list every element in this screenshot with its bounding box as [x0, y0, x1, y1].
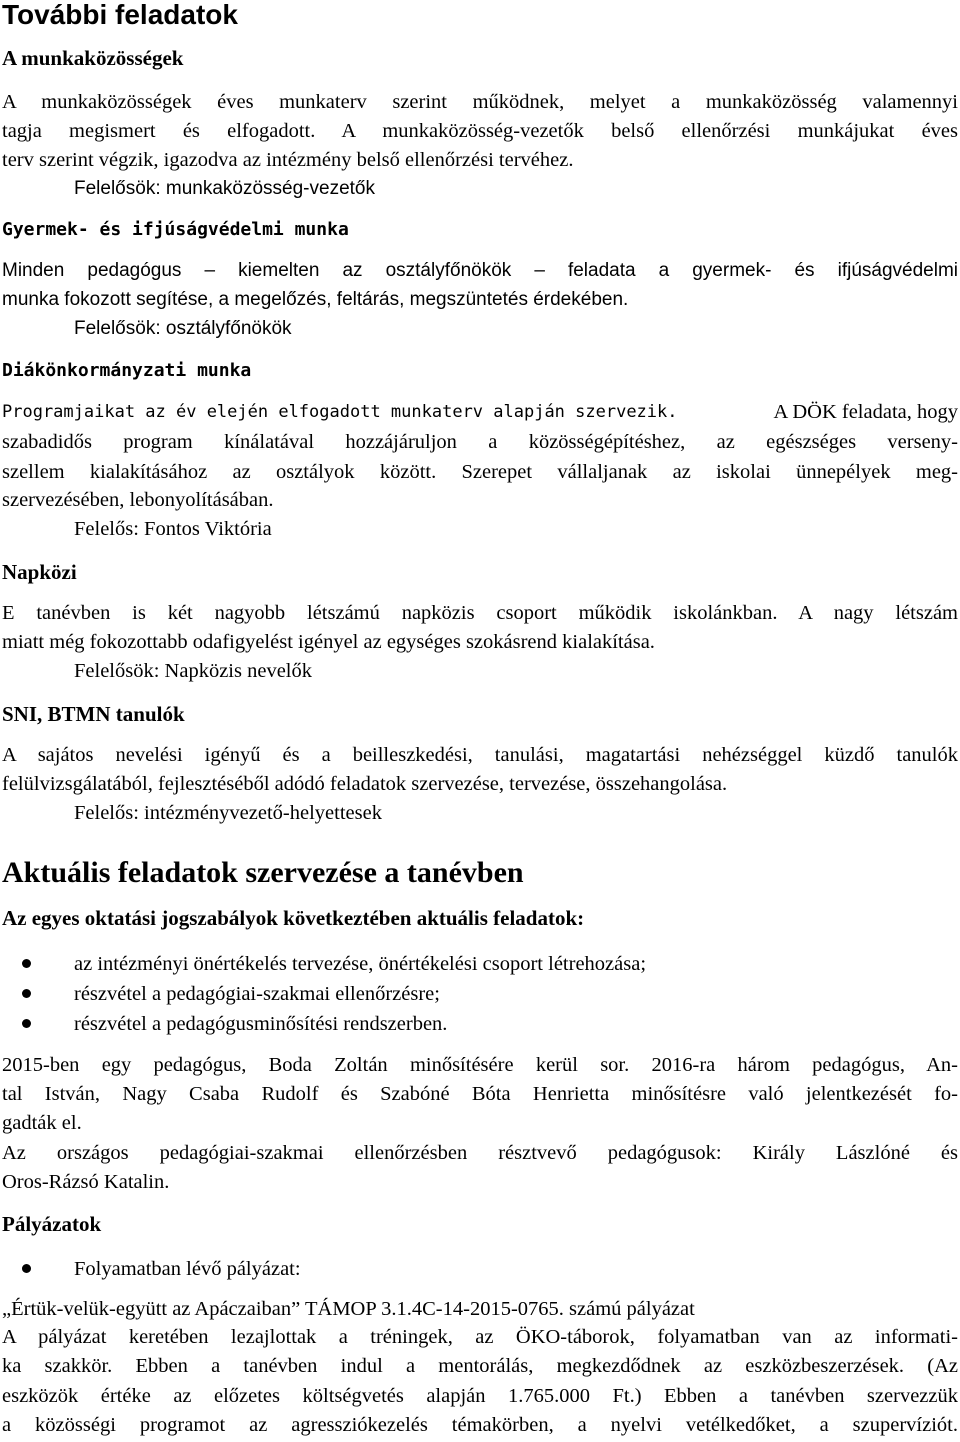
paragraph-line: E tanévben is két nagyobb létszámú napközis csoport működik iskolánkban. A nagy létszám	[2, 602, 958, 624]
paragraph-line: 2015-ben egy pedagógus, Boda Zoltán minősítésére kerül sor. 2016-ra három pedagógus, An-	[2, 1054, 958, 1076]
paragraph-line: tagja megismert és elfogadott. A munkaközösség-vezetők belső ellenőrzési munkájukat éves	[2, 120, 958, 142]
paragraph-line: terv szerint végzik, igazodva az intézmény belső ellenőrzési tervéhez.	[2, 149, 574, 171]
paragraph-line: miatt még fokozottabb odafigyelést igényel az egységes szokásrend kialakítása.	[2, 631, 655, 653]
paragraph-line: munka fokozott segítése, a megelőzés, feltárás, megszüntetés érdekében.	[2, 289, 629, 310]
paragraph-line-part: A DÖK feladata, hogy	[773, 401, 958, 423]
paragraph-line: A pályázat keretében lezajlottak a tréningek, az ÖKO-táborok, folyamatban van az informati-	[2, 1326, 958, 1348]
paragraph-line: szabadidős program kínálatával hozzájáruljon a közösségépítéshez, az egészséges verseny-	[2, 431, 958, 453]
bullet-icon	[22, 1264, 31, 1273]
paragraph-line	[2, 400, 958, 424]
paragraph-line: Minden pedagógus – kiemelten az osztályfőnökök – feladata a gyermek- és ifjúságvédelmi	[2, 260, 958, 281]
heading-napkozi: Napközi	[2, 560, 77, 584]
heading-palyazatok: Pályázatok	[2, 1212, 102, 1236]
list-item: az intézményi önértékelés tervezése, önértékelési csoport létrehozása;	[74, 953, 647, 975]
section-title-aktualis-feladatok: Aktuális feladatok szervezése a tanévben	[2, 856, 524, 889]
heading-diakonkormanyzat: Diákönkormányzati munka	[2, 360, 252, 381]
responsible-gyermekvedelem: Felelősök: osztályfőnökök	[74, 318, 292, 339]
list-item: részvétel a pedagógusminősítési rendszerben.	[74, 1013, 448, 1035]
responsible-munkakozossegek: Felelősök: munkaközösség-vezetők	[74, 178, 375, 199]
responsible-dok: Felelős: Fontos Viktória	[74, 518, 272, 540]
responsible-sni: Felelős: intézményvezető-helyettesek	[74, 802, 382, 824]
project-title: „Értük-velük-együtt az Apáczaiban” TÁMOP 3.1.4C-14-2015-0765. számú pályázat	[2, 1298, 695, 1320]
heading-gyermekvedelem: Gyermek- és ifjúságvédelmi munka	[2, 219, 349, 240]
paragraph-line: szervezésében, lebonyolításában.	[2, 489, 274, 511]
paragraph-line: a közösségi programot az agressziókezelés témakörben, a nyelvi vetélkedőket, a szupervíziót.	[2, 1414, 958, 1436]
paragraph-line: gadták el.	[2, 1112, 82, 1134]
paragraph-line: tal István, Nagy Csaba Rudolf és Szabóné Bóta Henrietta minősítésre való jelentkezését fo-	[2, 1083, 958, 1105]
paragraph-line: A sajátos nevelési igényű és a beilleszkedési, tanulási, magatartási nehézséggel küzdő tanulók	[2, 744, 958, 766]
bullet-icon	[22, 959, 31, 968]
paragraph-line: felülvizsgálatából, fejlesztéséből adódó feladatok szervezése, tervezése, összehangolása.	[2, 773, 728, 795]
paragraph-line: szellem kialakításához az osztályok között. Szerepet vállaljanak az iskolai ünnepélyek meg-	[2, 461, 958, 483]
bullet-icon	[22, 989, 31, 998]
bullet-icon	[22, 1019, 31, 1028]
paragraph-line: ka szakkör. Ebben a tanévben indul a mentorálás, megkezdődnek az eszközbeszerzések. (Az	[2, 1355, 958, 1377]
paragraph-line-part: Programjaikat az év elején elfogadott munkaterv alapján szervezik.	[2, 402, 678, 422]
heading-munkakozossegek: A munkaközösségek	[2, 46, 184, 70]
heading-sni-btmn: SNI, BTMN tanulók	[2, 702, 185, 726]
paragraph-line: A munkaközösségek éves munkaterv szerint működnek, melyet a munkaközösség valamennyi	[2, 91, 958, 113]
list-item: részvétel a pedagógiai-szakmai ellenőrzésre;	[74, 983, 440, 1005]
responsible-napkozi: Felelősök: Napközis nevelők	[74, 660, 312, 682]
section-title-tovabbi-feladatok: További feladatok	[2, 0, 238, 30]
paragraph-line: Oros-Rázsó Katalin.	[2, 1171, 170, 1193]
paragraph-line: eszközök értéke az előzetes költségvetés alapján 1.765.000 Ft.) Ebben a tanévben szervezzük	[2, 1385, 958, 1407]
list-item: Folyamatban lévő pályázat:	[74, 1258, 301, 1280]
subheading-jogszabalyok: Az egyes oktatási jogszabályok következtében aktuális feladatok:	[2, 906, 585, 930]
paragraph-line: Az országos pedagógiai-szakmai ellenőrzésben résztvevő pedagógusok: Király Lászlóné és	[2, 1142, 958, 1164]
